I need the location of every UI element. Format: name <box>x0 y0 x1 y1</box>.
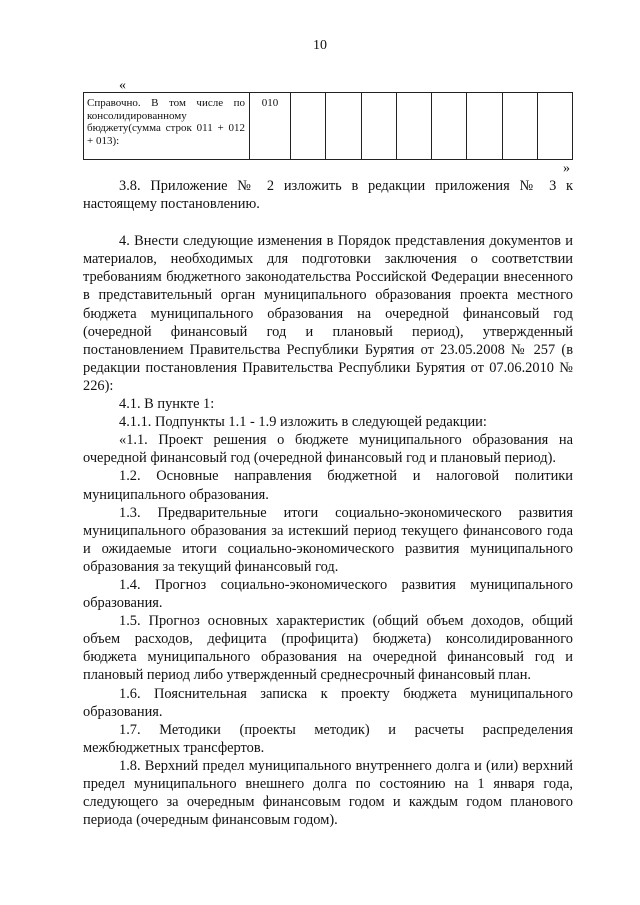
table-cell <box>291 93 326 160</box>
table-cell <box>502 93 537 160</box>
paragraph-1-6: 1.6. Пояснительная записка к проекту бюджета муниципального образования. <box>83 685 573 720</box>
table-row <box>84 93 573 160</box>
quote-open: « <box>119 78 126 93</box>
table-row-label: Справочно. В том числе по консолидированному бюджету(сумма строк 011 + 012 + 013): <box>84 93 250 160</box>
page-number: 10 <box>313 38 327 53</box>
document-body <box>83 177 573 829</box>
table-cell <box>537 93 572 160</box>
table-cell <box>432 93 467 160</box>
paragraph-4-1-1: 4.1.1. Подпункты 1.1 - 1.9 изложить в следующей редакции: <box>119 414 487 431</box>
paragraph-3-8: 3.8. Приложение № 2 изложить в редакции приложения № 3 к настоящему постановлению. <box>83 178 573 213</box>
paragraph-1-3: 1.3. Предварительные итоги социально-экономического развития муниципального образования за истекший период текущего финансового года и ожидаемые итоги социально-экономического развития муниципального образования за текущий финансовый год. <box>83 504 573 575</box>
paragraph-1-1: «1.1. Проект решения о бюджете муниципального образования на очередной финансовый год (очередной финансовый год и плановый период). <box>83 432 573 467</box>
paragraph-1-2: 1.2. Основные направления бюджетной и налоговой политики муниципального образования. <box>83 468 573 503</box>
quote-close: » <box>563 161 570 176</box>
paragraph-1-8: 1.8. Верхний предел муниципального внутреннего долга и (или) верхний предел муниципального внешнего долга по состоянию на 1 января года, следующего за очередным финансовым годом и каждым годом планового периода (очередным финансовым годом). <box>83 757 573 829</box>
table-cell <box>361 93 396 160</box>
paragraph-1-4: 1.4. Прогноз социально-экономического развития муниципального образования. <box>83 576 573 612</box>
table-cell <box>467 93 502 160</box>
table-cell <box>396 93 431 160</box>
paragraph-4-1: 4.1. В пункте 1: <box>119 396 215 413</box>
paragraph-4: 4. Внести следующие изменения в Порядок представления документов и материалов, необходимых для подготовки заключения о соответствии требованиям бюджетного законодательства Российской Федерации внесенного в представительный орган муниципального образования проекта местного бюджета муниципального образования на очередной финансовый год (очередной финансовый год и плановый период), утвержденный постановлением Правительства Республики Бурятия от 23.05.2008 № 257 (в редакции постановления Правительства Республики Бурятия от 07.06.2010 № 226): <box>83 233 573 394</box>
table-row-code: 010 <box>250 93 291 160</box>
reference-table <box>83 92 573 160</box>
paragraph-1-7: 1.7. Методики (проекты методик) и расчеты распределения межбюджетных трансфертов. <box>83 721 573 756</box>
paragraph-1-5: 1.5. Прогноз основных характеристик (общий объем доходов, общий объем расходов, дефицита (профицита) бюджета) консолидированного бюджета муниципального образования на очередной финансовый год и плановый период либо утвержденный среднесрочный финансовый план. <box>83 613 573 684</box>
table-cell <box>326 93 361 160</box>
